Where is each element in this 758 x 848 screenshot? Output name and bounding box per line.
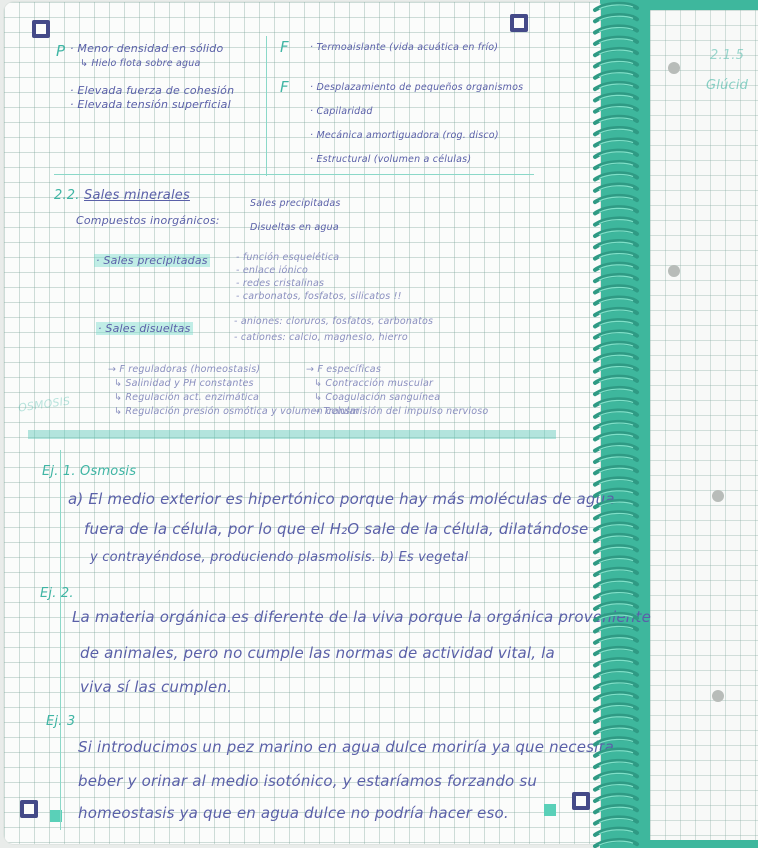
note-line: · Elevada tensión superficial (70, 98, 231, 111)
answer-line: fuera de la célula, por lo que el H₂O sale de la célula, dilatándose (84, 520, 589, 538)
note-line: · Desplazamiento de pequeños organismos (310, 82, 524, 93)
disueltas-label: · Sales disueltas (98, 322, 191, 335)
margin-word: OSMOSIS (17, 394, 72, 415)
note-line: ↳ Hielo flota sobre agua (80, 58, 201, 69)
punch-hole (712, 690, 724, 702)
punch-hole (668, 265, 680, 277)
exercise-label: Ej. 2. (40, 586, 74, 601)
punch-hole (668, 62, 680, 74)
note-line: · Termoaislante (vida acuática en frío) (310, 42, 499, 53)
list-item: - función esquelética (236, 252, 340, 263)
branch-label: Sales precipitadas (250, 198, 341, 209)
answer-line: a) El medio exterior es hipertónico porque hay más moléculas de agua (68, 490, 615, 508)
f-marker: F (280, 38, 289, 56)
exercise-label: Ej. 3 (46, 714, 76, 729)
section-number: 2.2. (54, 188, 80, 203)
note-line: · Menor densidad en sólido (70, 42, 224, 55)
corner-mark (32, 20, 50, 38)
next-page (650, 10, 758, 840)
answer-line: viva sí las cumplen. (80, 678, 233, 696)
note-line: · Mecánica amortiguadora (rog. disco) (310, 130, 499, 141)
column-divider (266, 36, 267, 176)
list-item: - enlace iónico (236, 265, 309, 276)
note-line: · Elevada fuerza de cohesión (70, 84, 235, 97)
corner-mark (510, 14, 528, 32)
page2-word: Glúcid (706, 78, 749, 93)
f-marker: F (280, 78, 289, 96)
list-item: - cationes: calcio, magnesio, hierro (234, 332, 408, 343)
precipitadas-label: · Sales precipitadas (96, 254, 208, 267)
punch-hole (712, 490, 724, 502)
compuestos-label: Compuestos inorgánicos: (76, 214, 220, 227)
note-line: · Capilaridad (310, 106, 373, 117)
branch-label: Disueltas en agua (250, 222, 339, 233)
list-item: - redes cristalinas (236, 278, 325, 289)
function-item: ↳ Regulación act. enzimática (114, 392, 260, 403)
margin-line (60, 450, 61, 830)
function-item: → Transmisión del impulso nervioso (312, 406, 489, 417)
function-item: ↳ Contracción muscular (314, 378, 434, 389)
corner-mark (20, 800, 38, 818)
page2-heading: 2.1.5 (710, 48, 745, 63)
function-title: → F específicas (306, 364, 381, 375)
highlight-band (28, 430, 556, 439)
section-divider (54, 174, 534, 175)
answer-line: beber y orinar al medio isotónico, y estaríamos forzando su (78, 772, 538, 790)
answer-line: La materia orgánica es diferente de la viva porque la orgánica proveniente (72, 608, 652, 626)
answer-line: Si introducimos un pez marino en agua dulce moriría ya que necesita (78, 738, 615, 756)
answer-line: y contrayéndose, produciendo plasmolisis. b) Es vegetal (90, 550, 469, 565)
section-title: Sales minerales (84, 188, 190, 203)
notebook-page (4, 2, 652, 844)
list-item: - carbonatos, fosfatos, silicatos !! (236, 291, 402, 302)
answer-line: homeostasis ya que en agua dulce no podría hacer eso. (78, 804, 509, 822)
spiral-binding (585, 0, 645, 848)
function-title: → F reguladoras (homeostasis) (108, 364, 261, 375)
answer-line: de animales, pero no cumple las normas de actividad vital, la (80, 644, 555, 662)
square-mark (544, 804, 556, 816)
function-item: ↳ Salinidad y PH constantes (114, 378, 254, 389)
note-line: · Estructural (volumen a células) (310, 154, 472, 165)
p-marker: P (56, 42, 66, 60)
function-item: ↳ Regulación presión osmótica y volumen celular (114, 406, 360, 417)
function-item: ↳ Coagulación sanguínea (314, 392, 441, 403)
exercise-label: Ej. 1. Osmosis (42, 464, 137, 479)
list-item: - aniones: cloruros, fosfatos, carbonatos (234, 316, 434, 327)
